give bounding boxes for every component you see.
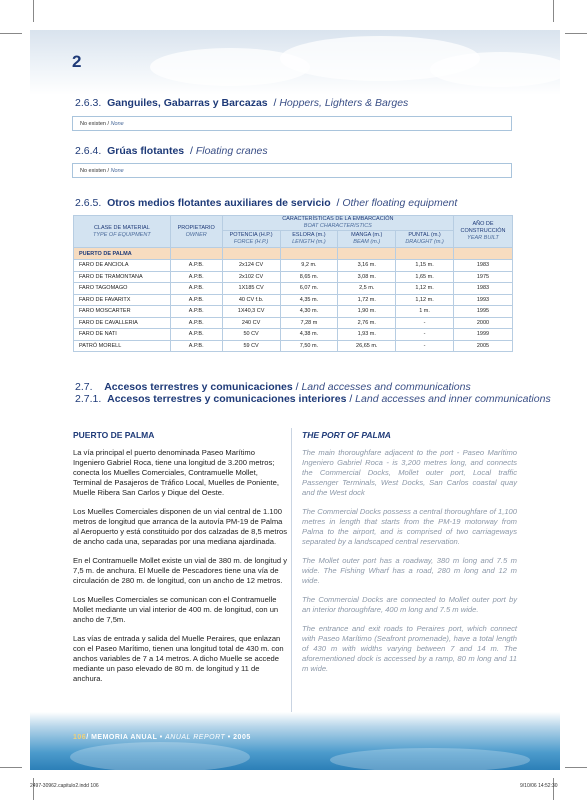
table-cell: FARO DE NATI <box>74 329 171 341</box>
table-cell: 1,90 m. <box>338 306 396 318</box>
table-cell: A.P.B. <box>170 271 222 283</box>
column-divider <box>291 428 292 728</box>
section-number: 2.6.5. <box>75 197 102 209</box>
table-cell: PATRÓ MORELL <box>74 340 171 352</box>
table-cell: 1,65 m. <box>396 271 454 283</box>
footer-sea-banner <box>30 712 560 770</box>
section-heading-2-6-5 <box>75 197 457 209</box>
section-title-en: Land accesses and communications <box>301 381 471 393</box>
note-es: No existen / <box>80 168 110 174</box>
table-cell: 1975 <box>454 271 513 283</box>
table-row <box>74 294 513 306</box>
table-cell: 3,16 m. <box>338 260 396 272</box>
section-heading-2-6-4 <box>75 145 268 157</box>
paragraph: The main thoroughfare adjacent to the port - Paseo Marítimo Ingeniero Gabriel Roca - is 3,200 metres long, and connects the Commercial Docks, Mollet outer port, Local traffic Passenger Terminals, West Docks, San Carlos coastal quay and the West dock <box>302 448 517 497</box>
bullet: • <box>227 734 231 741</box>
crop-mark <box>33 0 34 22</box>
col-header-draught <box>396 231 454 248</box>
col-header-force <box>222 231 280 248</box>
section-title-en: Hoppers, Lighters & Barges <box>279 97 409 109</box>
table-cell: 1,12 m. <box>396 294 454 306</box>
table-cell: 1,93 m. <box>338 329 396 341</box>
table-cell: 2,76 m. <box>338 317 396 329</box>
col-header-characteristics <box>222 216 453 231</box>
paragraph: The Commercial Docks possess a central thoroughfare of 1,100 metres in length that starts from the PM-19 motorway from Palma to the airport, and is comprised of two carriageways separated by a landscaped central reservation. <box>302 507 517 546</box>
table-cell: 2x102 CV <box>222 271 280 283</box>
table-cell: - <box>396 329 454 341</box>
section-number: 2.7. <box>75 381 93 393</box>
header-sky-banner <box>30 30 560 95</box>
paragraph: The Commercial Docks are connected to Mollet outer port by an interior thoroughfare, 400 m long and 7.5 m wide. <box>302 595 517 614</box>
note-es: No existen / <box>80 121 110 127</box>
table-cell: A.P.B. <box>170 283 222 295</box>
column-heading-es: PUERTO DE PALMA <box>73 430 155 440</box>
header-en: YEAR BUILT <box>467 235 499 241</box>
table-cell: A.P.B. <box>170 340 222 352</box>
table-cell: 1983 <box>454 260 513 272</box>
publication-year: 2005 <box>233 734 251 741</box>
table-cell: - <box>396 317 454 329</box>
crop-mark <box>33 778 34 800</box>
separator: / <box>295 381 299 393</box>
table-group-row <box>74 248 513 260</box>
paragraph: Las vías de entrada y salida del Muelle Peraires, que enlazan con el Paseo Marítimo, tienen una longitud total de 430 m. con anchos variables de 7 a 14 metros. A dicho Muelle se accede mediante un paso elevado de 80 m. de longitud y 11 de anchura. <box>73 634 284 683</box>
note-en: None <box>110 121 124 127</box>
col-header-length <box>280 231 338 248</box>
table-cell: 1X40,3 CV <box>222 306 280 318</box>
section-title-en: Other floating equipment <box>342 197 458 209</box>
separator: / <box>273 97 277 109</box>
table-cell: 1999 <box>454 329 513 341</box>
table-cell: FARO DE TRAMONTANA <box>74 271 171 283</box>
separator: / <box>349 393 353 405</box>
col-header-type <box>74 216 171 248</box>
page-folio <box>73 734 251 741</box>
section-heading-2-7 <box>75 381 471 393</box>
table-cell: 1993 <box>454 294 513 306</box>
none-note-2-6-3 <box>72 116 512 131</box>
header-en: DRAUGHT (m.) <box>405 239 444 245</box>
table-cell: 1995 <box>454 306 513 318</box>
section-title-en: Land accesses and inner communications <box>355 393 551 405</box>
table-row <box>74 260 513 272</box>
col-header-owner <box>170 216 222 248</box>
crop-mark <box>565 33 587 34</box>
table-row <box>74 283 513 295</box>
section-title-es: Accesos terrestres y comunicaciones <box>104 381 293 393</box>
header-es: AÑO DE CONSTRUCCIÓN <box>460 221 506 234</box>
table-row <box>74 340 513 352</box>
header-en: BOAT CHARACTERISTICS <box>303 223 372 229</box>
crop-mark <box>553 778 554 800</box>
none-note-2-6-4 <box>72 163 512 178</box>
table-cell: FARO TAGOMAGO <box>74 283 171 295</box>
crop-mark <box>553 0 554 22</box>
table-cell: A.P.B. <box>170 306 222 318</box>
separator: / <box>86 734 89 741</box>
table-cell: FARO DE ANCIOLA <box>74 260 171 272</box>
header-es: PUNTAL (m.) <box>408 232 441 238</box>
print-slug-file: 2497-30962.capitulo2.indd 106 <box>30 783 99 789</box>
table-row <box>74 329 513 341</box>
header-en: LENGTH (m.) <box>292 239 326 245</box>
table-cell: 4,35 m. <box>280 294 338 306</box>
table-cell: 8,65 m. <box>280 271 338 283</box>
table-cell: 2005 <box>454 340 513 352</box>
section-title-es: Accesos terrestres y comunicaciones interiores <box>107 393 347 405</box>
table-row <box>74 271 513 283</box>
crop-mark <box>0 767 22 768</box>
table-cell: A.P.B. <box>170 317 222 329</box>
header-es: CLASE DE MATERIAL <box>93 224 150 231</box>
table-cell: - <box>396 340 454 352</box>
table-cell: A.P.B. <box>170 294 222 306</box>
header-en: OWNER <box>185 231 207 238</box>
spanish-text-column <box>73 448 288 693</box>
table-cell: A.P.B. <box>170 260 222 272</box>
paragraph: The Mollet outer port has a roadway, 380 m long and 7.5 m wide. The Fishing Wharf has a road, 280 m long and 12 m wide. <box>302 556 517 585</box>
table-cell: 1983 <box>454 283 513 295</box>
chapter-number: 2 <box>72 52 82 71</box>
table-cell: A.P.B. <box>170 329 222 341</box>
page-number: 106 <box>73 734 87 741</box>
table-cell: 2,5 m. <box>338 283 396 295</box>
publication-name-en: ANUAL REPORT <box>165 734 226 741</box>
header-es: ESLORA (m.) <box>292 232 326 238</box>
table-cell: 50 CV <box>222 329 280 341</box>
header-es: CARACTERÍSTICAS DE LA EMBARCACIÓN <box>282 216 394 222</box>
header-en: TYPE OF EQUIPMENT <box>93 231 151 238</box>
section-title-es: Otros medios flotantes auxiliares de servicio <box>107 197 331 209</box>
table-cell: 1,12 m. <box>396 283 454 295</box>
paragraph: Los Muelles Comerciales disponen de un vial central de 1.100 metros de longitud que arranca de la autovía PM-19 de Palma al Aeropuerto y está constituido por dos calzadas de 8,5 metros de ancho cada una, separadas por una mediana ajardinada. <box>73 507 288 546</box>
note-en: None <box>110 168 124 174</box>
table-cell: FARO DE CAVALLERIA <box>74 317 171 329</box>
table-row <box>74 317 513 329</box>
col-header-beam <box>338 231 396 248</box>
paragraph: La vía principal el puerto denominada Paseo Marítimo Ingeniero Gabriel Roca, tiene una longitud de 3.200 metros; conecta los Muelles Comerciales, Contramuelle Mollet, Terminal de Pasajeros de Tráfico Local, Muelles de Poniente, Muelle Ribera San Carlos y Dique del Oeste. <box>73 448 279 497</box>
table-cell: 3,08 m. <box>338 271 396 283</box>
bullet: • <box>159 734 163 741</box>
print-slug-date: 9/10/06 14:52:30 <box>520 783 558 789</box>
section-title-es: Grúas flotantes <box>107 145 185 157</box>
table-cell: FARO DE FAVARITX <box>74 294 171 306</box>
section-title-es: Ganguiles, Gabarras y Barcazas <box>107 97 268 109</box>
table-cell: 1,72 m. <box>338 294 396 306</box>
table-cell: 7,28 m <box>280 317 338 329</box>
table-cell: 1 m. <box>396 306 454 318</box>
table-cell: 59 CV <box>222 340 280 352</box>
separator: / <box>336 197 340 209</box>
table-cell: 2x124 CV <box>222 260 280 272</box>
crop-mark <box>0 33 22 34</box>
floating-equipment-table <box>73 215 513 352</box>
section-number: 2.6.3. <box>75 97 102 109</box>
group-label: PUERTO DE PALMA <box>74 248 171 260</box>
column-heading-en: THE PORT OF PALMA <box>302 430 391 440</box>
table-cell: 40 CV f.b. <box>222 294 280 306</box>
section-heading-2-7-1 <box>75 393 551 405</box>
section-heading-2-6-3 <box>75 97 408 109</box>
table-cell: 240 CV <box>222 317 280 329</box>
table-cell: 26,65 m. <box>338 340 396 352</box>
english-text-column <box>302 448 517 683</box>
table-cell: 9,2 m. <box>280 260 338 272</box>
header-en: FORCE (H.P.) <box>233 239 269 245</box>
table-cell: FARO MOSCARTER <box>74 306 171 318</box>
table-cell: 4,30 m. <box>280 306 338 318</box>
crop-mark <box>565 767 587 768</box>
table-cell: 4,38 m. <box>280 329 338 341</box>
separator: / <box>190 145 193 157</box>
section-title-en: Floating cranes <box>195 145 268 157</box>
publication-name-es: MEMORIA ANUAL <box>91 734 158 741</box>
header-en: BEAM (m.) <box>353 239 381 245</box>
section-number: 2.7.1. <box>75 393 102 405</box>
header-es: PROPIETARIO <box>177 224 215 231</box>
paragraph: En el Contramuelle Mollet existe un vial de 380 m. de longitud y 7,5 m. de anchura. El Muelle de Pescadores tiene una vía de circulación de 280 m. de longitud, con un ancho de 12 metros. <box>73 556 288 585</box>
table-cell: 2000 <box>454 317 513 329</box>
header-es: POTENCIA (H.P.) <box>229 232 273 238</box>
col-header-year <box>454 216 513 248</box>
paragraph: The entrance and exit roads to Peraires port, which connect with Paseo Marítimo (Seafront promenade), have a total length of 430 m with widths varying between 7 and 14 m. The aforementioned dock is accessed by a ramp, 80 m long and 11 m wide. <box>302 624 517 673</box>
table-cell: 7,50 m. <box>280 340 338 352</box>
table-row <box>74 306 513 318</box>
section-number: 2.6.4. <box>75 145 102 157</box>
table-cell: 6,07 m. <box>280 283 338 295</box>
table-cell: 1X185 CV <box>222 283 280 295</box>
table-cell: 1,15 m. <box>396 260 454 272</box>
header-es: MANGA (m.) <box>351 232 383 238</box>
paragraph: Los Muelles Comerciales se comunican con el Contramuelle Mollet mediante un vial interior de 400 m. de longitud, con un ancho de 7,5m. <box>73 595 279 624</box>
